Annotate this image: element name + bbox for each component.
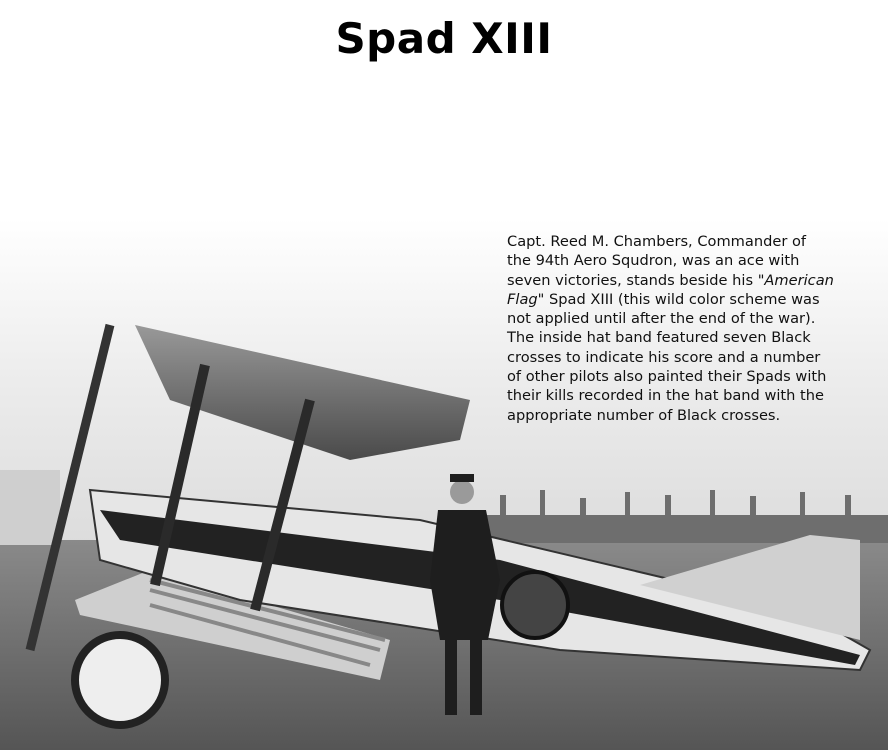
hat-in-ring-insignia [502,572,568,638]
caption-line [507,290,834,309]
caption-text: seven victories, stands beside his [507,271,758,289]
caption-text: their kills recorded in the hat band with the [507,387,824,405]
caption-italic: "American [757,271,834,289]
page-title: Spad XIII [335,14,553,63]
caption-line [507,348,834,367]
caption-line [507,328,834,347]
caption-text: The inside hat band featured seven Black [507,329,811,347]
caption-text: the 94th Aero Squdron, was an ace with [507,252,800,270]
caption-line [507,367,834,386]
caption-line [507,271,834,290]
caption-line [507,386,834,405]
caption-line [507,406,834,425]
caption-line [507,232,834,251]
caption-line [507,251,834,270]
wheel [75,635,165,725]
caption-text: appropriate number of Black crosses. [507,406,781,424]
caption-text: Spad XIII (this wild color scheme was [544,290,820,308]
caption-text: not applied until after the end of the war). [507,310,816,328]
caption-text: of other pilots also painted their Spads with [507,368,827,386]
hangar [0,470,60,545]
caption-italic: Flag" [507,290,545,308]
photo-caption [507,232,834,425]
caption-line [507,309,834,328]
caption-text: Capt. Reed M. Chambers, Commander of [507,233,807,250]
caption-text: crosses to indicate his score and a number [507,348,821,366]
